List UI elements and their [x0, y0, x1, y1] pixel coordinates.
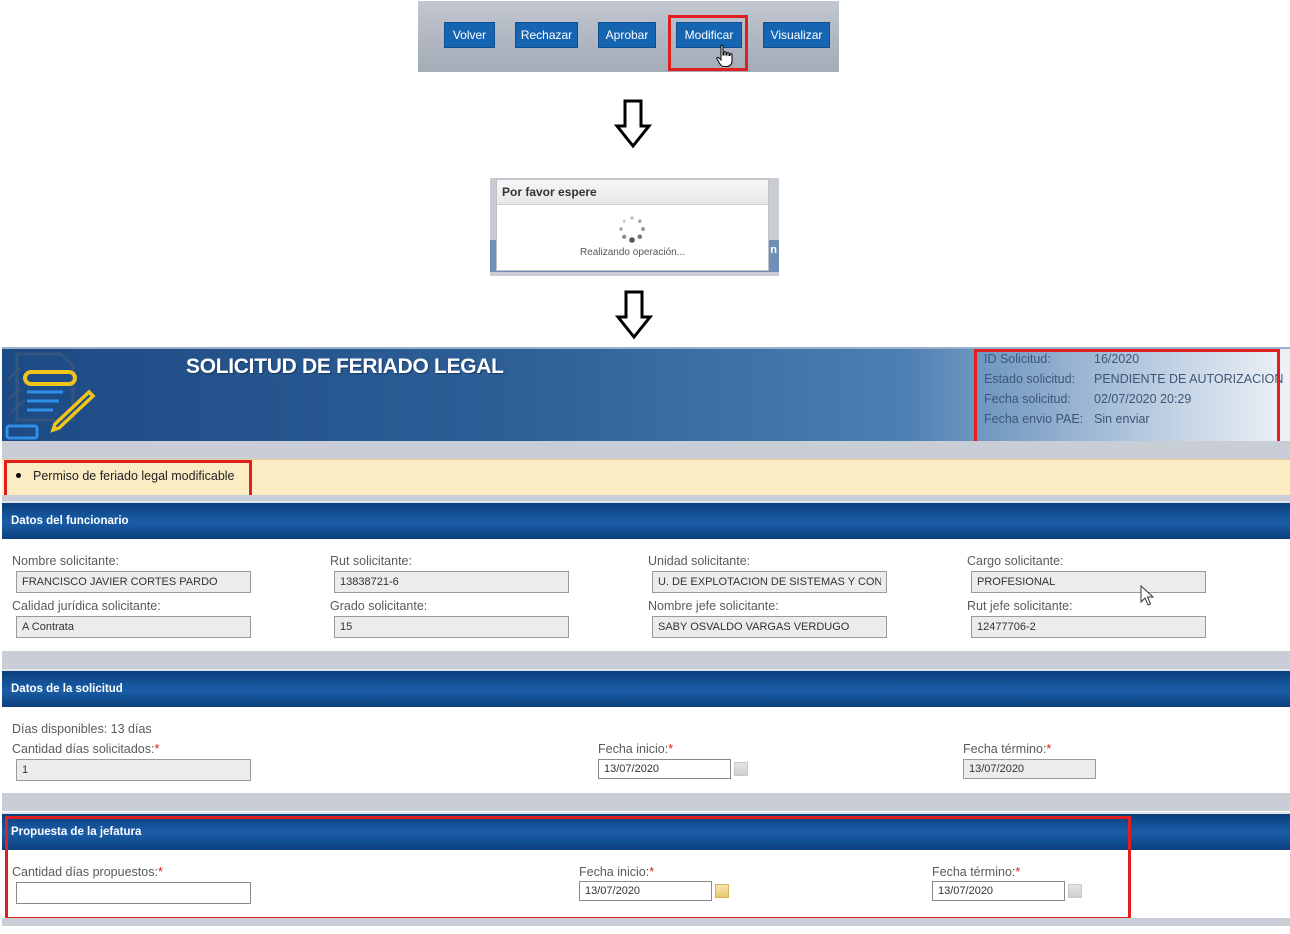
applicant-rut-field[interactable] [334, 571, 569, 593]
employee-section-title: Datos del funcionario [11, 515, 129, 527]
calendar-icon[interactable] [715, 884, 729, 898]
notice-text: Permiso de feriado legal modificable [33, 469, 235, 483]
separator-strip [2, 793, 1290, 811]
footer-strip [2, 918, 1290, 926]
employee-section-header [2, 501, 1290, 539]
request-status-label: Estado solicitud: [984, 372, 1076, 386]
applicant-role-field[interactable] [971, 571, 1206, 593]
back-button[interactable]: Volver [444, 22, 495, 48]
grade-label: Grado solicitante: [330, 599, 428, 613]
boss-name-field[interactable] [652, 616, 887, 638]
applicant-rut-label: Rut solicitante: [330, 554, 412, 568]
grade-field[interactable] [334, 616, 569, 638]
pae-date-value: Sin enviar [1094, 412, 1150, 426]
separator-strip [2, 441, 1290, 459]
legal-status-label: Calidad jurídica solicitante: [12, 599, 161, 613]
requested-days-field[interactable] [16, 759, 251, 781]
request-status-value: PENDIENTE DE AUTORIZACION [1094, 372, 1284, 386]
request-start-date-field[interactable] [598, 759, 731, 779]
boss-rut-label: Rut jefe solicitante: [967, 599, 1073, 613]
requested-days-label: Cantidad días solicitados:* [12, 742, 160, 756]
calendar-icon[interactable] [734, 762, 748, 776]
legal-status-field[interactable] [16, 616, 251, 638]
page-title: SOLICITUD DE FERIADO LEGAL [186, 355, 504, 378]
request-start-label: Fecha inicio:* [598, 742, 674, 756]
proposal-start-label: Fecha inicio:* [579, 865, 655, 879]
view-button[interactable]: Visualizar [763, 22, 830, 48]
proposal-start-date-field[interactable] [579, 881, 712, 901]
pae-date-label: Fecha envio PAE: [984, 412, 1084, 426]
modify-button[interactable]: Modificar [676, 22, 742, 48]
proposal-section-header [2, 812, 1290, 850]
applicant-name-field[interactable] [16, 571, 251, 593]
separator-strip [2, 651, 1290, 669]
applicant-unit-label: Unidad solicitante: [648, 554, 751, 568]
down-arrow-icon [613, 98, 653, 152]
bullet-icon [16, 473, 21, 478]
proposed-days-label: Cantidad días propuestos:* [12, 865, 163, 879]
request-id-value: 16/2020 [1094, 352, 1140, 366]
request-id-label: ID Solicitud: [984, 352, 1051, 366]
request-end-label: Fecha término:* [963, 742, 1052, 756]
reject-button[interactable]: Rechazar [515, 22, 578, 48]
wait-dialog-message: Realizando operación... [579, 247, 686, 258]
proposal-end-label: Fecha término:* [932, 865, 1021, 879]
backdrop-button-fragment: n [490, 240, 779, 272]
proposal-section-title: Propuesta de la jefatura [11, 826, 142, 838]
please-wait-dialog [496, 179, 769, 271]
proposal-end-date-field[interactable] [932, 881, 1065, 901]
loading-spinner-icon [617, 214, 647, 244]
applicant-unit-field[interactable] [652, 571, 887, 593]
boss-name-label: Nombre jefe solicitante: [648, 599, 779, 613]
request-date-value: 02/07/2020 20:29 [1094, 392, 1192, 406]
available-days-text: Días disponibles: 13 días [12, 722, 152, 736]
down-arrow-icon [614, 289, 654, 343]
hand-pointer-icon [715, 44, 735, 68]
proposed-days-field[interactable] [16, 882, 251, 904]
applicant-name-label: Nombre solicitante: [12, 554, 119, 568]
calendar-icon[interactable] [1068, 884, 1082, 898]
approve-button[interactable]: Aprobar [598, 22, 656, 48]
document-edit-logo-icon [3, 350, 98, 440]
request-section-title: Datos de la solicitud [11, 683, 123, 695]
request-date-label: Fecha solicitud: [984, 392, 1071, 406]
applicant-role-label: Cargo solicitante: [967, 554, 1064, 568]
wait-dialog-title: Por favor espere [497, 180, 768, 205]
mouse-pointer-icon [1140, 585, 1156, 607]
request-end-date-field[interactable] [963, 759, 1096, 779]
request-section-header [2, 669, 1290, 707]
boss-rut-field[interactable] [971, 616, 1206, 638]
